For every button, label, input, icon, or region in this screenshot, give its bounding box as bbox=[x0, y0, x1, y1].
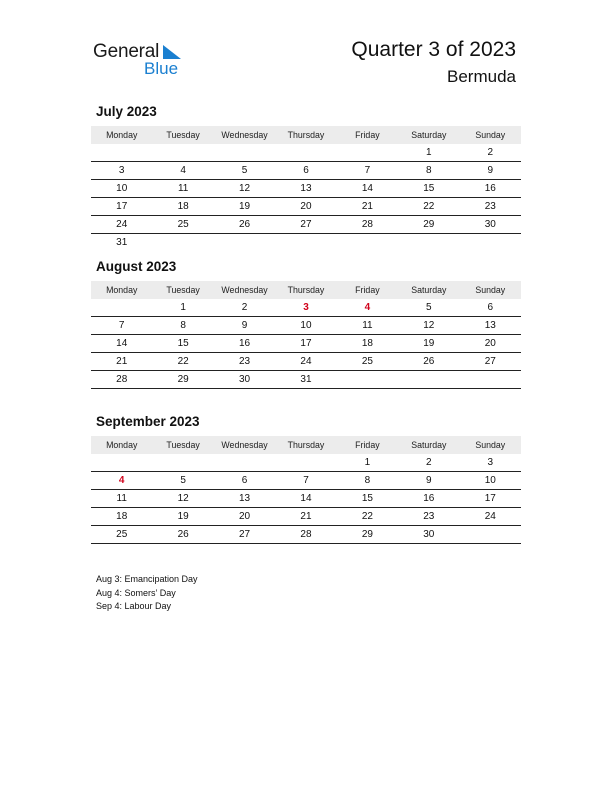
day-cell: 3 bbox=[275, 299, 336, 317]
weekday-header-row bbox=[91, 281, 521, 299]
day-cell: 4 bbox=[91, 472, 152, 490]
week-row bbox=[91, 490, 521, 508]
day-cell: 17 bbox=[275, 335, 336, 353]
day-cell: 28 bbox=[275, 526, 336, 544]
day-cell: 18 bbox=[152, 198, 213, 216]
day-cell: 24 bbox=[275, 353, 336, 371]
weekday-header: Thursday bbox=[275, 281, 336, 299]
weekday-header: Friday bbox=[337, 281, 398, 299]
day-cell: 14 bbox=[91, 335, 152, 353]
day-cell: 6 bbox=[214, 472, 275, 490]
page-title: Quarter 3 of 2023 bbox=[351, 38, 516, 61]
weekday-header: Monday bbox=[91, 281, 152, 299]
day-cell: 29 bbox=[152, 371, 213, 389]
week-row bbox=[91, 299, 521, 317]
weekday-header-row bbox=[91, 436, 521, 454]
weekday-header: Thursday bbox=[275, 436, 336, 454]
country-name: Bermuda bbox=[447, 67, 516, 86]
day-cell: 13 bbox=[275, 180, 336, 198]
day-cell: 30 bbox=[460, 216, 521, 234]
weekday-header: Saturday bbox=[398, 281, 459, 299]
day-cell: 30 bbox=[398, 526, 459, 544]
weekday-header: Wednesday bbox=[214, 436, 275, 454]
weekday-header: Thursday bbox=[275, 126, 336, 144]
month-september bbox=[91, 414, 521, 544]
empty-day-cell bbox=[460, 526, 521, 544]
calendar-table bbox=[91, 126, 521, 251]
day-cell: 26 bbox=[214, 216, 275, 234]
month-title: August 2023 bbox=[96, 259, 177, 274]
weekday-header: Monday bbox=[91, 126, 152, 144]
day-cell: 12 bbox=[152, 490, 213, 508]
holiday-note: Sep 4: Labour Day bbox=[96, 601, 172, 611]
empty-day-cell bbox=[91, 144, 152, 162]
day-cell: 16 bbox=[214, 335, 275, 353]
empty-day-cell bbox=[214, 454, 275, 472]
weekday-header: Friday bbox=[337, 126, 398, 144]
day-cell: 31 bbox=[275, 371, 336, 389]
day-cell: 25 bbox=[91, 526, 152, 544]
day-cell: 2 bbox=[460, 144, 521, 162]
day-cell: 18 bbox=[91, 508, 152, 526]
day-cell: 16 bbox=[398, 490, 459, 508]
week-row bbox=[91, 353, 521, 371]
day-cell: 20 bbox=[275, 198, 336, 216]
month-title: September 2023 bbox=[96, 414, 200, 429]
day-cell: 22 bbox=[398, 198, 459, 216]
day-cell: 17 bbox=[460, 490, 521, 508]
day-cell: 9 bbox=[214, 317, 275, 335]
calendar-table bbox=[91, 436, 521, 544]
day-cell: 22 bbox=[152, 353, 213, 371]
empty-day-cell bbox=[275, 234, 336, 252]
day-cell: 23 bbox=[214, 353, 275, 371]
day-cell: 11 bbox=[337, 317, 398, 335]
empty-day-cell bbox=[275, 144, 336, 162]
holiday-note: Aug 3: Emancipation Day bbox=[96, 574, 198, 584]
empty-day-cell bbox=[337, 234, 398, 252]
day-cell: 1 bbox=[337, 454, 398, 472]
calendar-table bbox=[91, 281, 521, 389]
day-cell: 25 bbox=[337, 353, 398, 371]
day-cell: 1 bbox=[152, 299, 213, 317]
day-cell: 23 bbox=[460, 198, 521, 216]
day-cell: 13 bbox=[460, 317, 521, 335]
day-cell: 6 bbox=[275, 162, 336, 180]
weekday-header: Saturday bbox=[398, 436, 459, 454]
weekday-header: Sunday bbox=[460, 436, 521, 454]
day-cell: 15 bbox=[152, 335, 213, 353]
week-row bbox=[91, 454, 521, 472]
day-cell: 22 bbox=[337, 508, 398, 526]
week-row bbox=[91, 162, 521, 180]
day-cell: 15 bbox=[398, 180, 459, 198]
empty-day-cell bbox=[152, 144, 213, 162]
day-cell: 7 bbox=[337, 162, 398, 180]
holiday-note: Aug 4: Somers’ Day bbox=[96, 587, 176, 598]
week-row bbox=[91, 472, 521, 490]
weekday-header: Tuesday bbox=[152, 436, 213, 454]
day-cell: 16 bbox=[460, 180, 521, 198]
day-cell: 11 bbox=[91, 490, 152, 508]
day-cell: 11 bbox=[152, 180, 213, 198]
day-cell: 3 bbox=[91, 162, 152, 180]
day-cell: 25 bbox=[152, 216, 213, 234]
day-cell: 10 bbox=[275, 317, 336, 335]
month-august bbox=[91, 259, 521, 389]
day-cell: 29 bbox=[337, 526, 398, 544]
day-cell: 7 bbox=[91, 317, 152, 335]
week-row bbox=[91, 180, 521, 198]
day-cell: 14 bbox=[275, 490, 336, 508]
day-cell: 5 bbox=[398, 299, 459, 317]
day-cell: 17 bbox=[91, 198, 152, 216]
weekday-header: Sunday bbox=[460, 126, 521, 144]
empty-day-cell bbox=[91, 299, 152, 317]
day-cell: 26 bbox=[152, 526, 213, 544]
week-row bbox=[91, 508, 521, 526]
day-cell: 26 bbox=[398, 353, 459, 371]
week-row bbox=[91, 317, 521, 335]
day-cell: 27 bbox=[214, 526, 275, 544]
weekday-header: Friday bbox=[337, 436, 398, 454]
empty-day-cell bbox=[460, 371, 521, 389]
day-cell: 5 bbox=[152, 472, 213, 490]
logo-word-general: General bbox=[93, 41, 160, 62]
empty-day-cell bbox=[398, 371, 459, 389]
day-cell: 8 bbox=[337, 472, 398, 490]
day-cell: 24 bbox=[91, 216, 152, 234]
day-cell: 27 bbox=[275, 216, 336, 234]
day-cell: 9 bbox=[460, 162, 521, 180]
day-cell: 8 bbox=[152, 317, 213, 335]
weekday-header: Saturday bbox=[398, 126, 459, 144]
day-cell: 7 bbox=[275, 472, 336, 490]
day-cell: 20 bbox=[214, 508, 275, 526]
empty-day-cell bbox=[337, 371, 398, 389]
generalblue-logo bbox=[93, 41, 193, 81]
week-row bbox=[91, 144, 521, 162]
day-cell: 12 bbox=[398, 317, 459, 335]
day-cell: 5 bbox=[214, 162, 275, 180]
weekday-header: Sunday bbox=[460, 281, 521, 299]
weekday-header: Wednesday bbox=[214, 281, 275, 299]
day-cell: 12 bbox=[214, 180, 275, 198]
day-cell: 6 bbox=[460, 299, 521, 317]
empty-day-cell bbox=[214, 234, 275, 252]
day-cell: 10 bbox=[91, 180, 152, 198]
day-cell: 15 bbox=[337, 490, 398, 508]
logo-word-blue: Blue bbox=[144, 59, 179, 78]
day-cell: 21 bbox=[275, 508, 336, 526]
day-cell: 30 bbox=[214, 371, 275, 389]
week-row bbox=[91, 526, 521, 544]
day-cell: 28 bbox=[337, 216, 398, 234]
day-cell: 28 bbox=[91, 371, 152, 389]
empty-day-cell bbox=[91, 454, 152, 472]
weekday-header: Wednesday bbox=[214, 126, 275, 144]
day-cell: 23 bbox=[398, 508, 459, 526]
day-cell: 18 bbox=[337, 335, 398, 353]
day-cell: 10 bbox=[460, 472, 521, 490]
day-cell: 9 bbox=[398, 472, 459, 490]
week-row bbox=[91, 335, 521, 353]
week-row bbox=[91, 198, 521, 216]
empty-day-cell bbox=[337, 144, 398, 162]
weekday-header: Monday bbox=[91, 436, 152, 454]
week-row bbox=[91, 216, 521, 234]
empty-day-cell bbox=[214, 144, 275, 162]
weekday-header: Tuesday bbox=[152, 126, 213, 144]
day-cell: 19 bbox=[398, 335, 459, 353]
day-cell: 21 bbox=[337, 198, 398, 216]
day-cell: 2 bbox=[214, 299, 275, 317]
empty-day-cell bbox=[152, 454, 213, 472]
day-cell: 14 bbox=[337, 180, 398, 198]
day-cell: 20 bbox=[460, 335, 521, 353]
day-cell: 1 bbox=[398, 144, 459, 162]
day-cell: 27 bbox=[460, 353, 521, 371]
day-cell: 3 bbox=[460, 454, 521, 472]
empty-day-cell bbox=[460, 234, 521, 252]
day-cell: 21 bbox=[91, 353, 152, 371]
day-cell: 19 bbox=[214, 198, 275, 216]
day-cell: 24 bbox=[460, 508, 521, 526]
day-cell: 13 bbox=[214, 490, 275, 508]
day-cell: 8 bbox=[398, 162, 459, 180]
empty-day-cell bbox=[275, 454, 336, 472]
holiday-notes bbox=[96, 573, 198, 614]
week-row bbox=[91, 371, 521, 389]
day-cell: 29 bbox=[398, 216, 459, 234]
day-cell: 19 bbox=[152, 508, 213, 526]
day-cell: 4 bbox=[337, 299, 398, 317]
day-cell: 2 bbox=[398, 454, 459, 472]
week-row bbox=[91, 234, 521, 252]
day-cell: 4 bbox=[152, 162, 213, 180]
weekday-header: Tuesday bbox=[152, 281, 213, 299]
month-july bbox=[91, 104, 521, 251]
empty-day-cell bbox=[398, 234, 459, 252]
empty-day-cell bbox=[152, 234, 213, 252]
day-cell: 31 bbox=[116, 237, 128, 248]
weekday-header-row bbox=[91, 126, 521, 144]
month-title: July 2023 bbox=[96, 104, 157, 119]
